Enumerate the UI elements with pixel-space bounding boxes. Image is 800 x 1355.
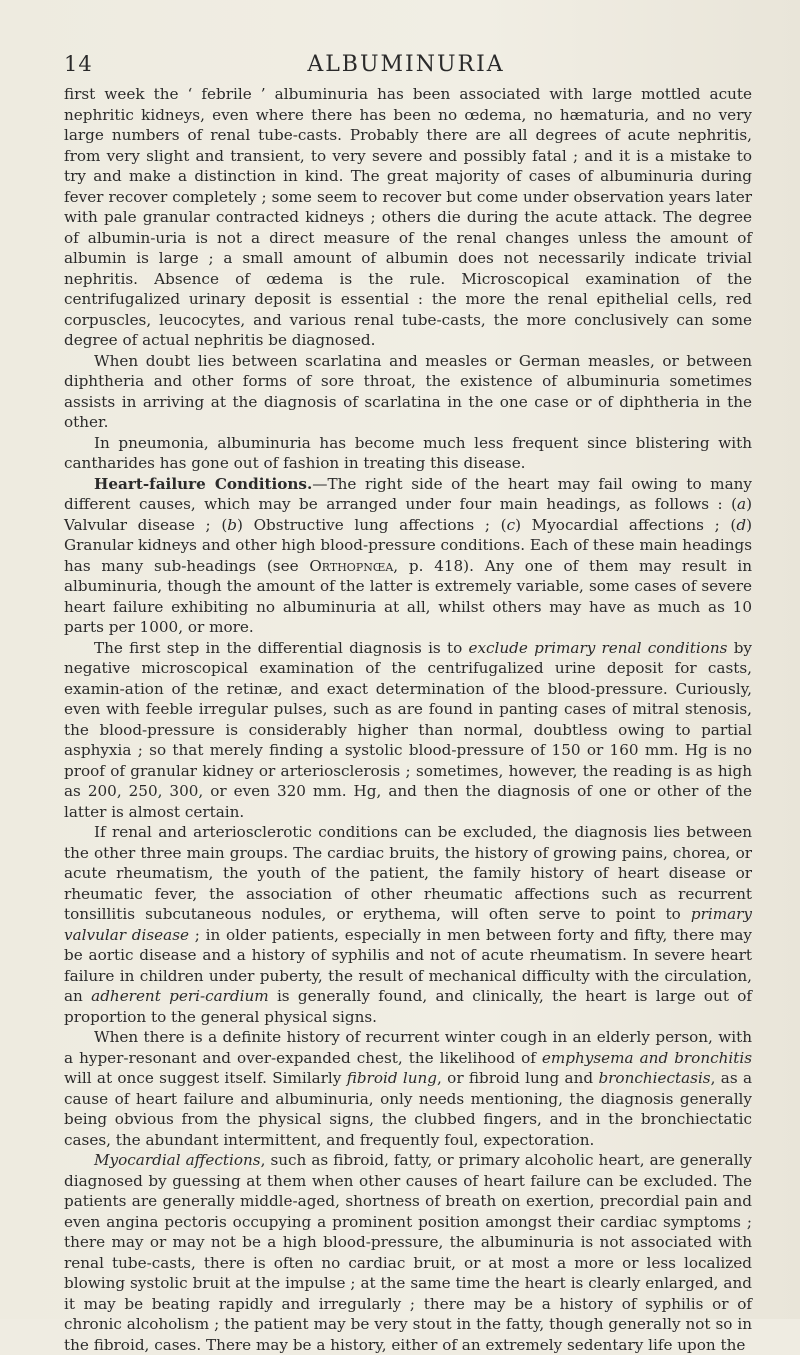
italic-text: Myocardial affections [94,1151,261,1169]
text-run: by negative microscopical examination of the centrifugalized urine deposit for casts, examin-ation of the retinæ, and exact determination of the blood-pressure. Curiously, even with feeble irregular pulses, such as are found in panting cases of mitral stenosis, the blood-pressure is considerably higher than normal, doubtless owing to partial asphyxia ; so that merely finding a systolic blood-pressure of 150 or 160 mm. Hg is no proof of granular kidney or arteriosclerosis ; sometimes, however, the reading is as high as 200, 250, 300, or even 320 mm. Hg, and then the diagnosis of one or other of the latter is almost certain. [64,638,752,821]
page-number: 14 [64,52,93,76]
text-run: , or fibroid lung and [437,1069,599,1087]
italic-text: a [737,495,747,513]
paragraph [64,474,752,638]
cross-reference: Orthopnœa [309,556,394,575]
paragraph [64,822,752,1027]
paragraph [64,638,752,823]
text-run: ) Myocardial affections ; ( [515,515,737,534]
italic-text: fibroid lung [346,1069,438,1087]
italic-text: primary valvular disease [64,905,752,944]
text-run: first week the ‘ febrile ’ albuminuria has been associated with large mottled acute nephritic kidneys, even where there has been no œdema, no hæmaturia, and no very large numbers of renal tube-casts. Probably there are all degrees of acute nephritis, from very slight and transient, to very severe and possibly fatal ; and it is a mistake to try and make a distinction in kind. The great majority of cases of albuminuria during fever recover completely ; some seem to recover but come under observation years later with pale granular contracted kidneys ; others die during the acute attack. The degree of albumin-uria is not a direct measure of the renal changes unless the amount of albumin is large ; a small amount of albumin does not necessarily indicate trivial nephritis. Absence of œdema is the rule. Microscopical examination of the centrifugalized urinary deposit is essential : the more the renal epithelial cells, red corpuscles, leucocytes, and various renal tube-casts, the more conclusively can some degree of actual nephritis be diagnosed. [64,85,752,349]
italic-text: c [506,515,516,534]
text-run: The first step in the differential diagnosis is to [94,638,469,657]
paragraph [64,433,752,474]
italic-text: adherent peri-cardium [91,987,269,1005]
text-run: When there is a definite history of recurrent winter cough in an elderly person, with a hyper-resonant and over-expanded chest, the likelihood of [64,1028,752,1067]
text-run: —The right side of the heart may fail owing to many different causes, which may be arranged under four main headings, as follows : ( [64,474,752,513]
text-run: ; in older patients, especially in men between forty and fifty, there may be aortic disease and a history of syphilis and not of acute rheumatism. In severe heart failure in children under puberty, the result of mechanical difficulty with the circulation, an [64,925,752,1005]
running-head: ALBUMINURIA [307,52,505,77]
text-run: , as a cause of heart failure and albuminuria, only needs mentioning, the diagnosis generally being obvious from the physical signs, the clubbed fingers, and in the bronchiectatic cases, the abundant intermittent, and frequently foul, expectoration. [64,1069,753,1149]
italic-text: d [736,515,747,534]
text-run: ) Obstructive lung affections ; ( [236,515,507,534]
text-run: ) Granular kidneys and other high blood-pressure conditions. Each of these main headings has many sub-headings (see [64,515,752,575]
text-run: ) Valvular disease ; ( [64,495,752,534]
text-run: , such as fibroid, fatty, or primary alcoholic heart, are generally diagnosed by guessing at them when other causes of heart failure can be excluded. The patients are generally middle-aged, shortness of breath on exertion, precordial pain and even angina pectoris occupying a prominent position amongst their cardiac symptoms ; there may or may not be a high blood-pressure, the albuminuria is not associated with renal tube-casts, there is often no cardiac bruit, or at most a more or less localized blowing systolic bruit at the impulse ; at the same time the heart is clearly enlarged, and it may be beating rapidly and irregularly ; there may be a history of syphilis or of chronic alcoholism ; the patient may be very stout in the fatty, though generally not so in the fibroid, cases. There may be a history, either of an extremely sedentary life upon the [64,1151,753,1354]
text-run: is generally found, and clinically, the heart is large out of proportion to the general physical signs. [64,987,752,1026]
paragraph [64,1027,752,1150]
section-heading: Heart-failure Conditions. [94,474,313,493]
italic-text: exclude primary renal conditions [468,638,728,657]
italic-text: emphysema and bronchitis [541,1048,752,1067]
paragraph [64,1150,752,1355]
paragraph [64,351,752,433]
body-text [64,84,752,1355]
text-run: will at once suggest itself. Similarly [64,1069,347,1087]
text-run: , p. 418). Any one of them may result in albuminuria, though the amount of the latter is extremely variable, some cases of severe heart failure exhibiting no albuminuria at all, whilst others may have as much as 10 parts per 1000, or more. [64,556,752,636]
paragraph [64,84,752,351]
text-run: When doubt lies between scarlatina and measles or German measles, or between diphtheria and other forms of sore throat, the existence of albuminuria sometimes assists in arriving at the diagnosis of scarlatina in the one case or of diphtheria in the other. [64,351,752,431]
italic-text: bronchiectasis [598,1069,711,1087]
italic-text: b [227,515,237,534]
text-run: In pneumonia, albuminuria has become much less frequent since blistering with cantharides has gone out of fashion in treating this disease. [64,433,752,472]
text-run: If renal and arteriosclerotic conditions can be excluded, the diagnosis lies between the other three main groups. The cardiac bruits, the history of growing pains, chorea, or acute rheumatism, the youth of the patient, the family history of heart disease or rheumatic fever, the association of other rheumatic affections such as recurrent tonsillitis subcutaneous nodules, or erythema, will often serve to point to [64,823,752,923]
page-header [64,52,748,82]
